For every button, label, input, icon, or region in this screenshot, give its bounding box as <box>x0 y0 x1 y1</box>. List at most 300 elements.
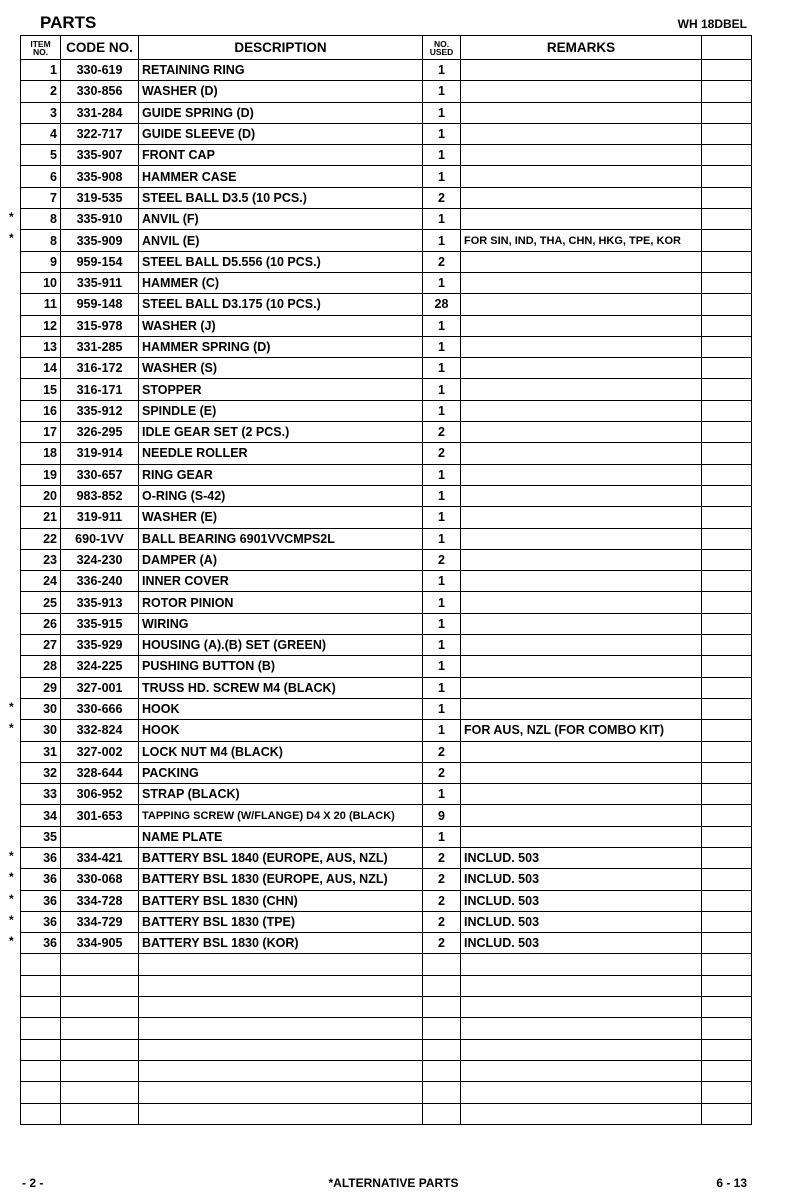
item-number-cell <box>21 741 61 762</box>
remarks-cell: INCLUD. 503 <box>461 847 702 868</box>
code-number-cell: 983-852 <box>61 485 139 506</box>
alternative-part-mark: * <box>9 231 14 246</box>
remarks-cell <box>461 485 702 506</box>
table-row <box>21 656 752 677</box>
item-number: 8 <box>50 233 57 248</box>
column-header-code-no: CODE NO. <box>61 36 139 60</box>
item-number: 36 <box>43 936 57 951</box>
empty-cell <box>423 1060 461 1081</box>
table-row <box>21 145 752 166</box>
empty-cell <box>139 1060 423 1081</box>
item-number: 36 <box>43 851 57 866</box>
code-number-cell: 326-295 <box>61 422 139 443</box>
quantity-used-cell: 2 <box>423 549 461 570</box>
column-header-no-used: NO. USED <box>423 36 461 60</box>
quantity-used-cell: 1 <box>423 400 461 421</box>
quantity-used-cell: 1 <box>423 358 461 379</box>
code-number-cell: 335-929 <box>61 635 139 656</box>
remarks-cell <box>461 209 702 230</box>
empty-table-row <box>21 997 752 1018</box>
code-number-cell: 316-172 <box>61 358 139 379</box>
blank-cell <box>702 294 752 315</box>
empty-cell <box>461 1082 702 1103</box>
alternative-part-mark: * <box>9 210 14 225</box>
table-row <box>21 528 752 549</box>
table-row <box>21 592 752 613</box>
table-row <box>21 635 752 656</box>
table-row <box>21 272 752 293</box>
remarks-cell <box>461 677 702 698</box>
code-number-cell: 335-912 <box>61 400 139 421</box>
empty-cell <box>423 1082 461 1103</box>
item-number-cell <box>21 826 61 847</box>
item-number-cell <box>21 336 61 357</box>
item-number-cell <box>21 272 61 293</box>
alternative-part-mark: * <box>9 721 14 736</box>
empty-cell <box>139 1018 423 1039</box>
item-number: 11 <box>43 297 57 312</box>
description-cell: BALL BEARING 6901VVCMPS2L <box>139 528 423 549</box>
empty-table-row <box>21 954 752 975</box>
blank-cell <box>702 720 752 741</box>
quantity-used-cell: 28 <box>423 294 461 315</box>
description-cell: SPINDLE (E) <box>139 400 423 421</box>
empty-cell <box>61 997 139 1018</box>
description-cell: BATTERY BSL 1840 (EUROPE, AUS, NZL) <box>139 847 423 868</box>
item-number: 22 <box>43 531 57 546</box>
item-number: 34 <box>43 808 57 823</box>
quantity-used-cell: 1 <box>423 656 461 677</box>
blank-cell <box>702 762 752 783</box>
item-number: 15 <box>43 382 57 397</box>
item-number-cell <box>21 784 61 805</box>
item-number-cell <box>9 911 61 932</box>
empty-cell <box>461 1018 702 1039</box>
table-row <box>21 81 752 102</box>
remarks-cell <box>461 400 702 421</box>
description-cell: FRONT CAP <box>139 145 423 166</box>
code-number-cell: 331-285 <box>61 336 139 357</box>
empty-table-row <box>21 1060 752 1081</box>
empty-cell <box>702 1103 752 1124</box>
item-number: 14 <box>43 361 57 376</box>
remarks-cell: FOR AUS, NZL (FOR COMBO KIT) <box>461 720 702 741</box>
blank-cell <box>702 187 752 208</box>
code-number-cell: 336-240 <box>61 571 139 592</box>
empty-cell <box>139 954 423 975</box>
remarks-cell <box>461 592 702 613</box>
empty-cell <box>61 1103 139 1124</box>
remarks-cell <box>461 635 702 656</box>
quantity-used-cell: 1 <box>423 507 461 528</box>
code-number-cell: 335-913 <box>61 592 139 613</box>
remarks-cell <box>461 379 702 400</box>
blank-cell <box>702 251 752 272</box>
empty-cell <box>21 1039 61 1060</box>
remarks-cell <box>461 464 702 485</box>
blank-cell <box>702 571 752 592</box>
blank-cell <box>702 677 752 698</box>
item-number-cell <box>21 677 61 698</box>
item-number: 32 <box>43 765 57 780</box>
code-number-cell: 332-824 <box>61 720 139 741</box>
code-number-cell: 301-653 <box>61 805 139 826</box>
quantity-used-cell: 1 <box>423 379 461 400</box>
table-row <box>21 677 752 698</box>
remarks-cell <box>461 826 702 847</box>
quantity-used-cell: 2 <box>423 251 461 272</box>
blank-cell <box>702 358 752 379</box>
quantity-used-cell: 1 <box>423 230 461 251</box>
code-number-cell: 334-421 <box>61 847 139 868</box>
blank-cell <box>702 592 752 613</box>
blank-cell <box>702 485 752 506</box>
table-row <box>21 336 752 357</box>
code-number-cell: 330-657 <box>61 464 139 485</box>
description-cell: IDLE GEAR SET (2 PCS.) <box>139 422 423 443</box>
item-number-cell <box>9 847 61 868</box>
remarks-cell: INCLUD. 503 <box>461 911 702 932</box>
remarks-cell <box>461 443 702 464</box>
item-number: 1 <box>50 63 57 78</box>
code-number-cell: 330-619 <box>61 60 139 81</box>
quantity-used-cell: 2 <box>423 869 461 890</box>
empty-cell <box>61 1060 139 1081</box>
table-row <box>21 485 752 506</box>
remarks-cell <box>461 698 702 719</box>
item-number: 21 <box>43 510 57 525</box>
empty-table-row <box>21 975 752 996</box>
item-number-cell <box>21 762 61 783</box>
item-number: 20 <box>43 489 57 504</box>
quantity-used-cell: 1 <box>423 485 461 506</box>
remarks-cell <box>461 613 702 634</box>
blank-cell <box>702 528 752 549</box>
empty-cell <box>61 1082 139 1103</box>
quantity-used-cell: 1 <box>423 826 461 847</box>
empty-cell <box>702 1082 752 1103</box>
item-number-cell <box>21 571 61 592</box>
table-row <box>21 187 752 208</box>
empty-cell <box>139 975 423 996</box>
table-row <box>21 294 752 315</box>
item-number-cell <box>21 379 61 400</box>
code-number-cell: 316-171 <box>61 379 139 400</box>
item-number: 26 <box>43 616 57 631</box>
remarks-cell <box>461 336 702 357</box>
description-cell: HOUSING (A).(B) SET (GREEN) <box>139 635 423 656</box>
quantity-used-cell: 9 <box>423 805 461 826</box>
table-row <box>21 60 752 81</box>
item-number: 27 <box>43 638 57 653</box>
table-row <box>21 762 752 783</box>
code-number-cell: 335-915 <box>61 613 139 634</box>
description-cell: ANVIL (F) <box>139 209 423 230</box>
quantity-used-cell: 2 <box>423 443 461 464</box>
quantity-used-cell: 1 <box>423 145 461 166</box>
remarks-cell <box>461 81 702 102</box>
description-cell: STOPPER <box>139 379 423 400</box>
code-number-cell: 959-154 <box>61 251 139 272</box>
quantity-used-cell: 1 <box>423 784 461 805</box>
quantity-used-cell: 1 <box>423 613 461 634</box>
description-cell: WIRING <box>139 613 423 634</box>
item-number: 10 <box>43 276 57 291</box>
remarks-cell <box>461 805 702 826</box>
remarks-cell <box>461 571 702 592</box>
code-number-cell: 335-911 <box>61 272 139 293</box>
code-number-cell: 319-535 <box>61 187 139 208</box>
table-row <box>21 443 752 464</box>
code-number-cell: 319-911 <box>61 507 139 528</box>
item-number-cell <box>21 485 61 506</box>
blank-cell <box>702 272 752 293</box>
description-cell: BATTERY BSL 1830 (TPE) <box>139 911 423 932</box>
blank-cell <box>702 336 752 357</box>
blank-cell <box>702 656 752 677</box>
item-number: 25 <box>43 595 57 610</box>
item-number-cell <box>21 166 61 187</box>
description-cell: NAME PLATE <box>139 826 423 847</box>
table-row <box>21 613 752 634</box>
empty-cell <box>423 997 461 1018</box>
remarks-cell <box>461 741 702 762</box>
blank-cell <box>702 166 752 187</box>
item-number-cell <box>21 123 61 144</box>
empty-table-row <box>21 1039 752 1060</box>
code-number-cell <box>61 826 139 847</box>
empty-cell <box>21 975 61 996</box>
item-number: 23 <box>43 552 57 567</box>
alternative-part-mark: * <box>9 912 14 927</box>
description-cell: LOCK NUT M4 (BLACK) <box>139 741 423 762</box>
quantity-used-cell: 1 <box>423 698 461 719</box>
table-row <box>21 933 752 954</box>
item-number-cell <box>9 698 61 719</box>
code-number-cell: 331-284 <box>61 102 139 123</box>
empty-cell <box>461 975 702 996</box>
description-cell: STRAP (BLACK) <box>139 784 423 805</box>
empty-cell <box>702 997 752 1018</box>
item-number: 24 <box>43 574 57 589</box>
description-cell: PUSHING BUTTON (B) <box>139 656 423 677</box>
empty-cell <box>139 1039 423 1060</box>
item-number-cell <box>21 358 61 379</box>
description-cell: ANVIL (E) <box>139 230 423 251</box>
description-cell: BATTERY BSL 1830 (KOR) <box>139 933 423 954</box>
description-cell: RETAINING RING <box>139 60 423 81</box>
footer-page-number: - 2 - <box>22 1176 44 1190</box>
item-number-cell <box>9 869 61 890</box>
blank-cell <box>702 507 752 528</box>
item-number-cell <box>21 613 61 634</box>
table-row <box>21 123 752 144</box>
quantity-used-cell: 2 <box>423 911 461 932</box>
blank-cell <box>702 102 752 123</box>
empty-cell <box>61 1039 139 1060</box>
item-number-cell <box>21 422 61 443</box>
empty-table-row <box>21 1018 752 1039</box>
description-cell: NEEDLE ROLLER <box>139 443 423 464</box>
column-header-blank <box>702 36 752 60</box>
quantity-used-cell: 1 <box>423 571 461 592</box>
code-number-cell: 690-1VV <box>61 528 139 549</box>
blank-cell <box>702 315 752 336</box>
remarks-cell <box>461 358 702 379</box>
quantity-used-cell: 1 <box>423 102 461 123</box>
table-row <box>21 571 752 592</box>
empty-cell <box>21 997 61 1018</box>
blank-cell <box>702 549 752 570</box>
table-header-row <box>21 36 752 60</box>
table-row <box>21 507 752 528</box>
blank-cell <box>702 635 752 656</box>
table-row <box>21 847 752 868</box>
item-number-cell <box>21 315 61 336</box>
blank-cell <box>702 613 752 634</box>
item-number: 12 <box>43 318 57 333</box>
quantity-used-cell: 2 <box>423 187 461 208</box>
column-header-item-no: ITEM NO. <box>21 36 61 60</box>
item-number: 8 <box>50 212 57 227</box>
item-number-cell <box>21 251 61 272</box>
description-cell: DAMPER (A) <box>139 549 423 570</box>
blank-cell <box>702 933 752 954</box>
item-number-cell <box>21 464 61 485</box>
blank-cell <box>702 422 752 443</box>
blank-cell <box>702 847 752 868</box>
empty-cell <box>21 1103 61 1124</box>
table-row <box>21 209 752 230</box>
empty-cell <box>702 1018 752 1039</box>
empty-cell <box>139 1082 423 1103</box>
quantity-used-cell: 1 <box>423 635 461 656</box>
table-row <box>21 379 752 400</box>
item-number: 33 <box>43 787 57 802</box>
blank-cell <box>702 826 752 847</box>
remarks-cell <box>461 272 702 293</box>
description-cell: STEEL BALL D3.5 (10 PCS.) <box>139 187 423 208</box>
remarks-cell <box>461 123 702 144</box>
quantity-used-cell: 1 <box>423 166 461 187</box>
description-cell: WASHER (E) <box>139 507 423 528</box>
table-row <box>21 422 752 443</box>
item-number: 6 <box>50 169 57 184</box>
item-number-cell <box>21 549 61 570</box>
item-number: 36 <box>43 872 57 887</box>
description-cell: WASHER (J) <box>139 315 423 336</box>
quantity-used-cell: 1 <box>423 336 461 357</box>
empty-cell <box>61 1018 139 1039</box>
item-number: 16 <box>43 403 57 418</box>
table-row <box>21 230 752 251</box>
item-number-cell <box>21 145 61 166</box>
item-number: 30 <box>43 702 57 717</box>
item-number: 19 <box>43 467 57 482</box>
table-row <box>21 549 752 570</box>
code-number-cell: 335-909 <box>61 230 139 251</box>
code-number-cell: 330-666 <box>61 698 139 719</box>
blank-cell <box>702 784 752 805</box>
description-cell: STEEL BALL D3.175 (10 PCS.) <box>139 294 423 315</box>
empty-cell <box>423 975 461 996</box>
item-number: 9 <box>50 254 57 269</box>
code-number-cell: 324-225 <box>61 656 139 677</box>
empty-cell <box>21 1082 61 1103</box>
column-header-remarks: REMARKS <box>461 36 702 60</box>
remarks-cell <box>461 528 702 549</box>
code-number-cell: 335-907 <box>61 145 139 166</box>
description-cell: GUIDE SPRING (D) <box>139 102 423 123</box>
item-number-cell <box>9 890 61 911</box>
table-row <box>21 358 752 379</box>
table-row <box>21 102 752 123</box>
remarks-cell <box>461 166 702 187</box>
empty-cell <box>461 1060 702 1081</box>
quantity-used-cell: 1 <box>423 209 461 230</box>
item-number-cell <box>21 102 61 123</box>
remarks-cell <box>461 294 702 315</box>
description-cell: GUIDE SLEEVE (D) <box>139 123 423 144</box>
item-number-cell <box>21 507 61 528</box>
empty-cell <box>702 954 752 975</box>
description-cell: BATTERY BSL 1830 (CHN) <box>139 890 423 911</box>
code-number-cell: 322-717 <box>61 123 139 144</box>
blank-cell <box>702 230 752 251</box>
remarks-cell: INCLUD. 503 <box>461 890 702 911</box>
empty-cell <box>423 1039 461 1060</box>
code-number-cell: 306-952 <box>61 784 139 805</box>
table-row <box>21 890 752 911</box>
remarks-cell <box>461 549 702 570</box>
blank-cell <box>702 741 752 762</box>
quantity-used-cell: 1 <box>423 272 461 293</box>
quantity-used-cell: 2 <box>423 741 461 762</box>
code-number-cell: 324-230 <box>61 549 139 570</box>
table-row <box>21 805 752 826</box>
item-number-cell <box>21 60 61 81</box>
description-cell: WASHER (D) <box>139 81 423 102</box>
alternative-part-mark: * <box>9 934 14 949</box>
empty-cell <box>702 1060 752 1081</box>
parts-table <box>9 35 752 1125</box>
item-number: 17 <box>43 425 57 440</box>
quantity-used-cell: 1 <box>423 315 461 336</box>
code-number-cell: 315-978 <box>61 315 139 336</box>
quantity-used-cell: 1 <box>423 528 461 549</box>
item-number: 13 <box>43 340 57 354</box>
code-number-cell: 334-905 <box>61 933 139 954</box>
alternative-part-mark: * <box>9 848 14 863</box>
empty-cell <box>21 954 61 975</box>
empty-cell <box>423 1103 461 1124</box>
item-number-cell <box>21 805 61 826</box>
remarks-cell <box>461 422 702 443</box>
item-number: 36 <box>43 893 57 908</box>
empty-cell <box>702 975 752 996</box>
description-cell: TRUSS HD. SCREW M4 (BLACK) <box>139 677 423 698</box>
item-number: 2 <box>50 84 57 99</box>
code-number-cell: 335-910 <box>61 209 139 230</box>
footer-legend: *ALTERNATIVE PARTS <box>328 1176 459 1190</box>
empty-cell <box>702 1039 752 1060</box>
code-number-cell: 334-729 <box>61 911 139 932</box>
item-number: 5 <box>50 148 57 163</box>
description-cell: HOOK <box>139 698 423 719</box>
code-number-cell: 319-914 <box>61 443 139 464</box>
table-row <box>21 400 752 421</box>
code-number-cell: 959-148 <box>61 294 139 315</box>
